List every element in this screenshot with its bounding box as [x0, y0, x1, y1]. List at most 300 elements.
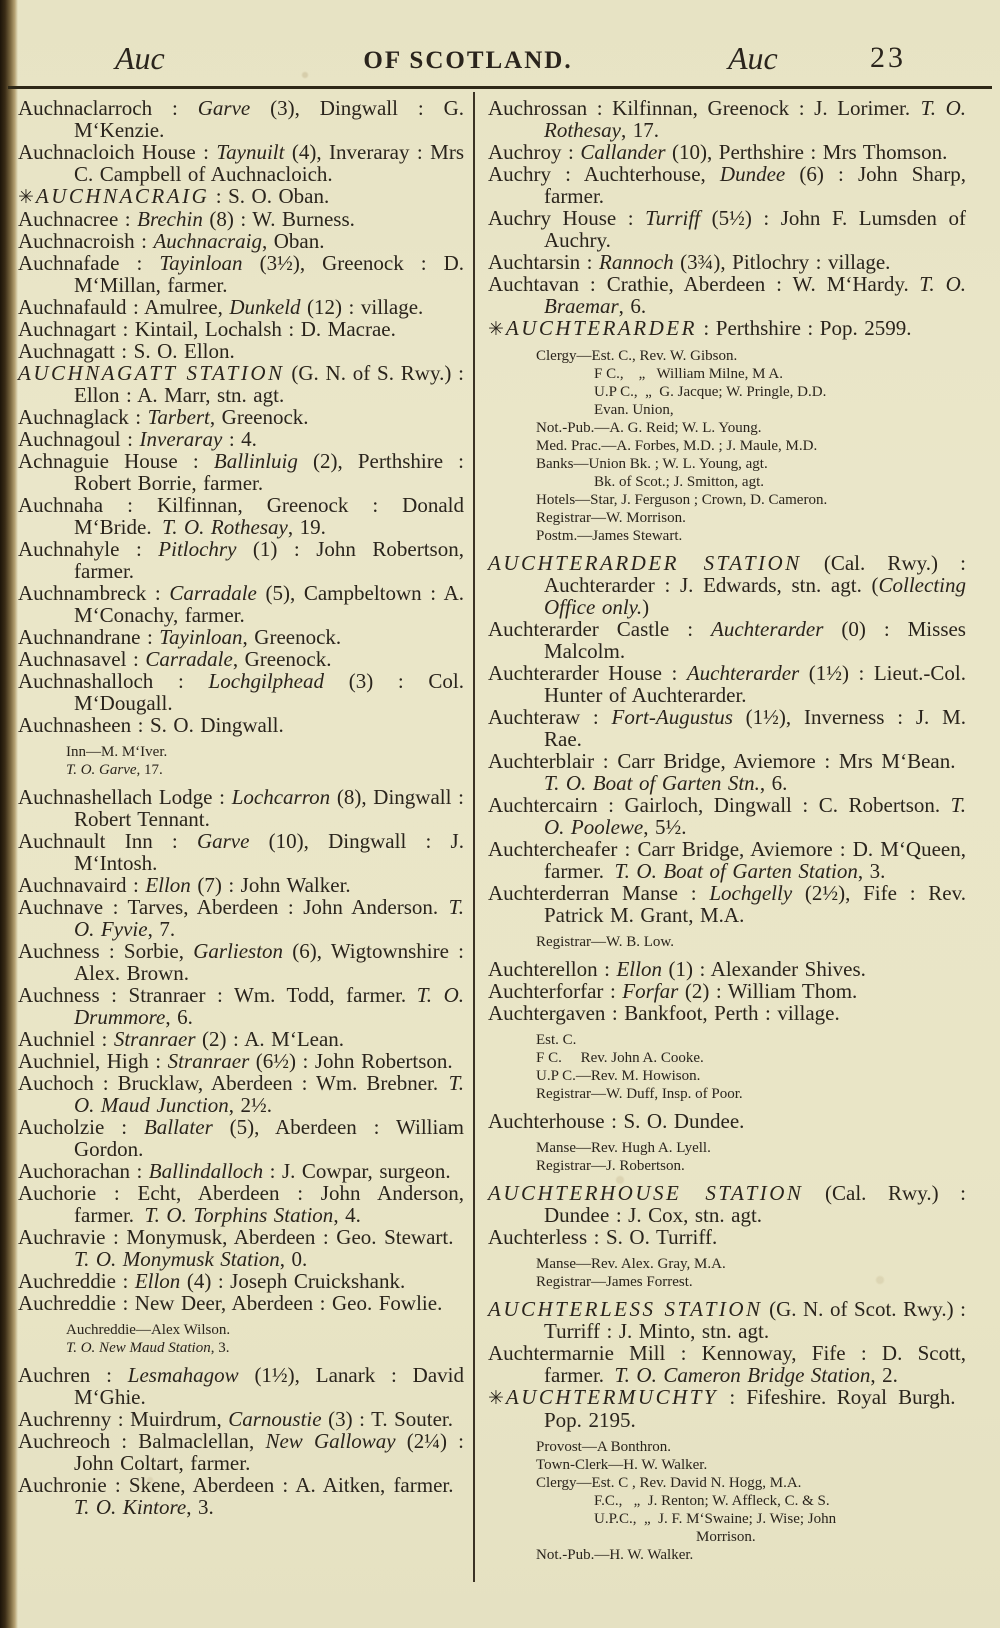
- entry-text: (5), Campbeltown : A. M‘Conachy, farmer.: [74, 581, 464, 627]
- entry-text: , 3.: [210, 1340, 230, 1356]
- entry-text: Auchnashalloch :: [18, 669, 209, 693]
- entry-text: Auchtercairn : Gairloch, Dingwall : C. Robertson.: [488, 793, 951, 817]
- sub-entry-block: [536, 1255, 966, 1291]
- entry-italic-text: Dunkeld: [229, 295, 301, 319]
- entry-text: (5), Aberdeen : William Gordon.: [74, 1115, 464, 1161]
- entry-text: , Greenock.: [242, 625, 342, 649]
- directory-entry: [488, 980, 966, 1002]
- entry-text: Auchnavaird :: [18, 873, 146, 897]
- entry-italic-text: Carnoustie: [228, 1407, 322, 1431]
- entry-text: Auchrenny : Muirdrum,: [18, 1407, 229, 1431]
- sub-entry-line: [536, 1273, 966, 1291]
- entry-text: (3) : T. Souter.: [321, 1407, 454, 1431]
- sub-entry-line: [66, 1321, 464, 1339]
- sub-entry-block: [536, 933, 966, 951]
- entry-italic-text: T. O. Boat of Garten Station: [614, 859, 858, 883]
- entry-text: Registrar—James Forrest.: [536, 1274, 693, 1290]
- entry-text: , 17.: [620, 118, 659, 142]
- entry-text: Morrison.: [696, 1529, 756, 1545]
- directory-entry: [18, 296, 464, 318]
- sub-entry-block: [66, 743, 464, 779]
- catchword-right: Auc: [728, 40, 778, 76]
- entry-text: Auchren :: [18, 1363, 128, 1387]
- directory-entry: [488, 750, 966, 794]
- entry-text: , 5½.: [643, 815, 687, 839]
- sub-entry-line: [594, 383, 966, 401]
- entry-italic-text: T. O. Torphins Station: [144, 1203, 334, 1227]
- entry-text: Auchry : Auchterhouse,: [488, 162, 720, 186]
- directory-entry: [18, 626, 464, 648]
- directory-entry: [18, 252, 464, 296]
- directory-entry: [488, 1386, 966, 1431]
- directory-entry: [18, 1160, 464, 1182]
- entry-text: (7) : John Walker.: [190, 873, 351, 897]
- entry-italic-text: Ballater: [143, 1115, 213, 1139]
- directory-entry: [18, 1430, 464, 1474]
- sub-entry-line: [594, 1510, 966, 1528]
- entry-text: (4), Inveraray : Mrs C. Campbell of Auchnacloich.: [74, 140, 464, 186]
- directory-entry: [18, 830, 464, 874]
- sub-entry-line: [536, 1456, 966, 1474]
- entry-italic-text: Lesmahagow: [127, 1363, 239, 1387]
- entry-text: Auchniel, High :: [18, 1049, 168, 1073]
- entry-text: Auchnacloich House :: [18, 140, 217, 164]
- entry-text: Bk. of Scot.; J. Smitton, agt.: [594, 474, 765, 490]
- entry-text: Provost—A Bonthron.: [536, 1439, 672, 1455]
- entry-text: : 4.: [222, 427, 257, 451]
- entry-text: Auchnandrane :: [18, 625, 160, 649]
- entry-text: Auchnafauld : Amulree,: [18, 295, 230, 319]
- entry-italic-text: Taynuilt: [216, 140, 285, 164]
- page-title: OF SCOTLAND.: [363, 47, 573, 74]
- directory-entry: [488, 163, 966, 207]
- entry-text: Auchroy :: [488, 140, 581, 164]
- directory-entry: [488, 317, 966, 340]
- entry-heading-text: AUCHTERARDER: [505, 316, 697, 340]
- sub-entry-block: [536, 1031, 966, 1103]
- entry-text: Auchteraw :: [488, 705, 612, 729]
- entry-text: (6), Wigtownshire : Alex. Brown.: [74, 939, 464, 985]
- directory-entry: [488, 273, 966, 317]
- entry-text: Auchnagoul :: [18, 427, 140, 451]
- entry-text: Auchtergaven : Bankfoot, Perth : village.: [488, 1001, 840, 1025]
- directory-entry: [488, 1110, 966, 1132]
- directory-entry: [18, 1050, 464, 1072]
- entry-text: (2½), Fife : Rev. Patrick M. Grant, M.A.: [544, 881, 966, 927]
- entry-italic-text: Lochcarron: [231, 785, 331, 809]
- entry-text: Auchtavan : Crathie, Aberdeen : W. M‘Hardy.: [488, 272, 920, 296]
- entry-text: U.P C.—Rev. M. Howison.: [536, 1068, 701, 1084]
- entry-text: Town-Clerk—H. W. Walker.: [536, 1457, 708, 1473]
- entry-italic-text: Ellon: [134, 1269, 181, 1293]
- entry-italic-text: Ballindalloch: [148, 1159, 264, 1183]
- sub-entry-line: [536, 1049, 966, 1067]
- entry-text: F C. Rev. John A. Cooke.: [536, 1050, 704, 1066]
- entry-text: Auchnahyle :: [18, 537, 159, 561]
- entry-text: (2) : William Thom.: [678, 979, 858, 1003]
- directory-entry: [488, 958, 966, 980]
- entry-italic-text: T. O. Monymusk Station: [74, 1247, 280, 1271]
- sub-entry-line: [536, 1085, 966, 1103]
- directory-entry: [18, 714, 464, 736]
- sub-entry-line: [594, 1492, 966, 1510]
- entry-italic-text: T. O. Poolewe: [544, 793, 966, 839]
- directory-entry: [488, 1182, 966, 1226]
- entry-text: Auchry House :: [488, 206, 646, 230]
- entry-text: , 2½.: [228, 1093, 273, 1117]
- entry-text: Auchterderran Manse :: [488, 881, 710, 905]
- page-number: 23: [870, 41, 906, 74]
- directory-entry: [488, 1342, 966, 1386]
- entry-text: , 2.: [870, 1363, 898, 1387]
- directory-entry: [488, 794, 966, 838]
- directory-entry: [18, 1182, 464, 1226]
- entry-text: Auchniel :: [18, 1027, 114, 1051]
- entry-text: , 0.: [279, 1247, 308, 1271]
- sub-entry-block: [536, 1438, 966, 1564]
- entry-text: (3¾), Pitlochry : village.: [673, 250, 891, 274]
- entry-text: (1½) : Lieut.-Col. Hunter of Auchterarder.: [544, 661, 966, 707]
- entry-text: Auchorie : Echt, Aberdeen : John Anderson, farmer.: [18, 1181, 464, 1227]
- entry-text: , 6.: [618, 294, 647, 318]
- entry-italic-text: Carradale: [169, 581, 257, 605]
- directory-entry: [18, 185, 464, 208]
- entry-text: F.C., „ J. Renton; W. Affleck, C. & S.: [594, 1493, 830, 1509]
- column-left: [18, 97, 464, 1518]
- directory-entry: [488, 1226, 966, 1248]
- entry-italic-text: Stranraer: [113, 1027, 196, 1051]
- sub-entry-line: [66, 1339, 464, 1357]
- entry-text: Auchnagart : Kintail, Lochalsh : D. Macrae.: [18, 317, 396, 341]
- entry-text: Auchreoch : Balmaclellan,: [18, 1429, 266, 1453]
- entry-italic-text: Ellon: [145, 873, 191, 897]
- entry-text: Evan. Union,: [594, 402, 674, 418]
- entry-italic-text: Ballinluig: [213, 449, 298, 473]
- entry-text: Auchreddie :: [18, 1269, 135, 1293]
- sub-entry-line: [536, 1546, 966, 1564]
- entry-text: (8) : W. Burness.: [202, 207, 355, 231]
- entry-text: Auchtermarnie Mill : Kennoway, Fife : D. Scott, farmer.: [488, 1341, 966, 1387]
- directory-entry: [488, 1002, 966, 1024]
- entry-text: , Greenock.: [232, 647, 332, 671]
- entry-italic-text: T. O. New Maud Station: [66, 1340, 211, 1356]
- entry-text: (0) : Misses Malcolm.: [544, 617, 966, 663]
- entry-italic-text: Tayinloan: [159, 625, 243, 649]
- entry-text: , 4.: [333, 1203, 361, 1227]
- entry-text: Auchnasavel :: [18, 647, 146, 671]
- entry-heading-text: AUCHNACRAIG: [35, 184, 210, 208]
- directory-entry: [488, 882, 966, 926]
- entry-italic-text: Forfar: [622, 979, 679, 1003]
- directory-entry: [18, 1072, 464, 1116]
- directory-entry: [488, 97, 966, 141]
- entry-text: (1½), Lanark : David M‘Ghie.: [74, 1363, 464, 1409]
- directory-entry: [18, 1364, 464, 1408]
- entry-text: Registrar—J. Robertson.: [536, 1158, 685, 1174]
- directory-entry: [488, 1298, 966, 1342]
- entry-text: (Cal. Rwy.) : Dundee : J. Cox, stn. agt.: [544, 1181, 966, 1227]
- sub-entry-line: [66, 761, 464, 779]
- entry-text: (5½) : John F. Lumsden of Auchry.: [544, 206, 966, 252]
- entry-italic-text: Ellon: [616, 957, 662, 981]
- header-rule: [8, 86, 992, 89]
- sub-entry-line: [536, 1438, 966, 1456]
- sub-entry-line: [536, 933, 966, 951]
- directory-entry: [18, 1408, 464, 1430]
- directory-entry: [488, 141, 966, 163]
- entry-text: Auchterblair : Carr Bridge, Aviemore : Mrs M‘Bean.: [488, 749, 966, 773]
- entry-text: , Oban.: [261, 229, 325, 253]
- directory-entry: [18, 984, 464, 1028]
- directory-entry: [18, 648, 464, 670]
- entry-text: , 3.: [186, 1495, 214, 1519]
- entry-text: (2) : A. M‘Lean.: [195, 1027, 345, 1051]
- entry-italic-text: Auchterarder: [686, 661, 800, 685]
- entry-text: (3½), Greenock : D. M‘Millan, farmer.: [74, 251, 464, 297]
- sub-entry-line: [696, 1528, 966, 1546]
- entry-text: , 17.: [136, 762, 163, 778]
- directory-entry: [18, 874, 464, 896]
- entry-text: Auchterless : S. O. Turriff.: [488, 1225, 718, 1249]
- entry-text: (6) : John Sharp, farmer.: [544, 162, 966, 208]
- entry-text: Auchronie : Skene, Aberdeen : A. Aitken, farmer.: [18, 1473, 464, 1497]
- entry-text: Auchnaclarroch :: [18, 96, 198, 120]
- directory-entry: [18, 1292, 464, 1314]
- entry-text: , 6.: [759, 771, 788, 795]
- entry-heading-text: AUCHTERHOUSE STATION: [488, 1181, 804, 1205]
- entry-italic-text: Tarbert: [147, 405, 210, 429]
- directory-entry: [488, 838, 966, 882]
- directory-entry: [18, 538, 464, 582]
- entry-text: (1) : Alexander Shives.: [661, 957, 866, 981]
- entry-italic-text: Garlieston: [193, 939, 284, 963]
- directory-entry: [18, 582, 464, 626]
- entry-text: Auchreddie—Alex Wilson.: [66, 1322, 231, 1338]
- sub-entry-line: [536, 437, 966, 455]
- entry-text: Auchnambreck :: [18, 581, 170, 605]
- sub-entry-line: [536, 1031, 966, 1049]
- entry-text: Inn—M. M‘Iver.: [66, 744, 168, 760]
- entry-italic-text: T. O. Garve: [66, 762, 137, 778]
- entry-italic-text: Brechin: [137, 207, 203, 231]
- entry-italic-text: T. O. Drummore: [74, 983, 464, 1029]
- entry-text: Auchterhouse : S. O. Dundee.: [488, 1109, 745, 1133]
- entry-italic-text: Auchnacraig: [153, 229, 262, 253]
- sub-entry-line: [536, 347, 966, 365]
- entry-text: Auchness : Sorbie,: [18, 939, 194, 963]
- entry-text: (10), Perthshire : Mrs Thomson.: [665, 140, 948, 164]
- entry-italic-text: Rannoch: [599, 250, 674, 274]
- directory-entry: [18, 1226, 464, 1270]
- directory-entry: [18, 230, 464, 252]
- directory-entry: [18, 786, 464, 830]
- directory-entry: [18, 1270, 464, 1292]
- entry-text: : J. Cowpar, surgeon.: [263, 1159, 451, 1183]
- entry-text: Clergy—Est. C , Rev. David N. Hogg, M.A.: [536, 1475, 802, 1491]
- directory-entry: [18, 318, 464, 340]
- entry-text: (6½) : John Robertson.: [249, 1049, 453, 1073]
- column-divider: [473, 92, 475, 1582]
- directory-entry: [488, 207, 966, 251]
- entry-italic-text: T. O. Braemar: [544, 272, 967, 318]
- entry-heading-text: AUCHTERLESS STATION: [488, 1297, 763, 1321]
- directory-entry: [18, 362, 464, 406]
- entry-italic-text: T. O. Boat of Garten Stn.: [544, 771, 760, 795]
- entry-text: (12) : village.: [300, 295, 424, 319]
- sub-entry-line: [66, 743, 464, 761]
- directory-entry: [18, 340, 464, 362]
- sub-entry-block: [66, 1321, 464, 1357]
- entry-text: U.P C., „ G. Jacque; W. Pringle, D.D.: [594, 384, 827, 400]
- sub-entry-line: [536, 1255, 966, 1273]
- directory-entry: [18, 896, 464, 940]
- entry-text: Auchnacree :: [18, 207, 138, 231]
- entry-text: , 7.: [147, 917, 176, 941]
- sub-entry-line: [594, 401, 966, 419]
- entry-italic-text: Garve: [196, 829, 250, 853]
- entry-text: , Greenock.: [209, 405, 309, 429]
- entry-text: : Fifeshire. Royal Burgh. Pop. 2195.: [544, 1385, 966, 1432]
- entry-italic-text: Tayinloan: [159, 251, 243, 275]
- star-icon: ✳: [18, 186, 34, 208]
- entry-italic-text: New Galloway: [265, 1429, 396, 1453]
- sub-entry-block: [536, 1139, 966, 1175]
- sub-entry-line: [594, 473, 966, 491]
- entry-text: , 3.: [857, 859, 886, 883]
- entry-text: Registrar—W. B. Low.: [536, 934, 675, 950]
- entry-text: Auchtercheafer : Carr Bridge, Aviemore : D. M‘Queen, farmer.: [488, 837, 966, 883]
- entry-text: (2), Perthshire : Robert Borrie, farmer.: [74, 449, 464, 495]
- entry-text: Auchness : Stranraer : Wm. Todd, farmer.: [18, 983, 417, 1007]
- directory-entry: [18, 494, 464, 538]
- entry-italic-text: T. O. Fyvie: [74, 895, 464, 941]
- directory-entry: [488, 706, 966, 750]
- entry-text: Auchnasheen : S. O. Dingwall.: [18, 713, 284, 737]
- entry-text: Auchterforfar :: [488, 979, 623, 1003]
- entry-text: Clergy—Est. C., Rev. W. Gibson.: [536, 348, 738, 364]
- entry-text: Auchnave : Tarves, Aberdeen : John Anderson.: [18, 895, 449, 919]
- directory-entry: [488, 251, 966, 273]
- sub-entry-line: [536, 1067, 966, 1085]
- directory-entry: [488, 662, 966, 706]
- sub-entry-line: [536, 1139, 966, 1157]
- entry-text: Not.-Pub.—A. G. Reid; W. L. Young.: [536, 420, 762, 436]
- entry-italic-text: Carradale: [145, 647, 233, 671]
- entry-text: Auchnagatt : S. O. Ellon.: [18, 339, 235, 363]
- entry-italic-text: T. O. Kintore: [74, 1495, 187, 1519]
- entry-text: (10), Dingwall : J. M‘Intosh.: [74, 829, 464, 875]
- entry-text: Auchnaglack :: [18, 405, 148, 429]
- entry-italic-text: T. O. Rothesay: [544, 96, 966, 142]
- entry-text: U.P.C., „ J. F. M‘Swaine; J. Wise; John: [594, 1511, 837, 1527]
- entry-text: Aucholzie :: [18, 1115, 144, 1139]
- directory-entry: [18, 1474, 464, 1518]
- sub-entry-line: [536, 419, 966, 437]
- entry-italic-text: Lochgelly: [709, 881, 793, 905]
- entry-heading-text: AUCHNAGATT STATION: [18, 361, 285, 385]
- entry-text: Auchterellon :: [488, 957, 617, 981]
- entry-italic-text: Callander: [580, 140, 666, 164]
- entry-text: : Perthshire : Pop. 2599.: [696, 316, 912, 340]
- entry-text: (1½), Inverness : J. M. Rae.: [544, 705, 966, 751]
- sub-entry-line: [536, 509, 966, 527]
- entry-text: (8), Dingwall : Robert Tennant.: [74, 785, 464, 831]
- directory-entry: [18, 428, 464, 450]
- entry-text: Auchorachan :: [18, 1159, 149, 1183]
- sub-entry-line: [536, 491, 966, 509]
- entry-text: Postm.—James Stewart.: [536, 528, 683, 544]
- catchword-left: Auc: [115, 40, 165, 76]
- sub-entry-line: [536, 455, 966, 473]
- star-icon: ✳: [488, 1387, 504, 1409]
- entry-text: Auchnashellach Lodge :: [18, 785, 232, 809]
- entry-text: Auchnacroish :: [18, 229, 154, 253]
- book-binding-edge: [0, 0, 18, 1628]
- sub-entry-line: [594, 365, 966, 383]
- entry-heading-text: AUCHTERARDER STATION: [488, 551, 802, 575]
- entry-text: Banks—Union Bk. ; W. L. Young, agt.: [536, 456, 768, 472]
- entry-text: Auchnaha : Kilfinnan, Greenock : Donald M‘Bride.: [18, 493, 464, 539]
- entry-text: Auchnafade :: [18, 251, 160, 275]
- entry-text: ): [642, 595, 650, 619]
- entry-italic-text: Inveraray: [139, 427, 223, 451]
- entry-text: (3) : Col. M‘Dougall.: [74, 669, 464, 715]
- entry-italic-text: T. O. Rothesay: [162, 515, 288, 539]
- entry-text: Achnaguie House :: [18, 449, 214, 473]
- sub-entry-line: [536, 1157, 966, 1175]
- directory-entry: [18, 670, 464, 714]
- entry-italic-text: Fort-Augustus: [611, 705, 733, 729]
- star-icon: ✳: [488, 318, 504, 340]
- directory-entry: [18, 940, 464, 984]
- sub-entry-block: [536, 347, 966, 545]
- directory-entry: [488, 552, 966, 618]
- entry-text: Auchravie : Monymusk, Aberdeen : Geo. Stewart.: [18, 1225, 464, 1249]
- entry-text: : S. O. Oban.: [209, 184, 330, 208]
- entry-text: (4) : Joseph Cruickshank.: [180, 1269, 406, 1293]
- entry-italic-text: Collecting Office only.: [544, 573, 966, 619]
- entry-text: Med. Prac.—A. Forbes, M.D. ; J. Maule, M.D.: [536, 438, 818, 454]
- sub-entry-line: [536, 527, 966, 545]
- entry-text: Manse—Rev. Alex. Gray, M.A.: [536, 1256, 726, 1272]
- entry-text: Est. C.: [536, 1032, 577, 1048]
- entry-text: (3), Dingwall : G. M‘Kenzie.: [74, 96, 464, 142]
- entry-text: (Cal. Rwy.) : Auchterarder : J. Edwards, stn. agt. (: [544, 551, 966, 597]
- entry-text: Registrar—W. Morrison.: [536, 510, 686, 526]
- directory-entry: [488, 618, 966, 662]
- directory-entry: [18, 141, 464, 185]
- directory-entry: [18, 450, 464, 494]
- entry-text: (2¼) : John Coltart, farmer.: [74, 1429, 464, 1475]
- entry-text: , 19.: [287, 515, 326, 539]
- entry-text: Not.-Pub.—H. W. Walker.: [536, 1547, 694, 1563]
- column-right: [488, 97, 966, 1571]
- directory-entry: [18, 406, 464, 428]
- directory-entry: [18, 1116, 464, 1160]
- entry-text: Auchrossan : Kilfinnan, Greenock : J. Lorimer.: [488, 96, 921, 120]
- entry-italic-text: Turriff: [645, 206, 701, 230]
- entry-italic-text: Garve: [197, 96, 251, 120]
- directory-entry: [18, 97, 464, 141]
- entry-text: Auchnault Inn :: [18, 829, 197, 853]
- entry-italic-text: Pitlochry: [158, 537, 237, 561]
- entry-text: (1) : John Robertson, farmer.: [74, 537, 464, 583]
- directory-entry: [18, 1028, 464, 1050]
- entry-text: Hotels—Star, J. Ferguson ; Crown, D. Cameron.: [536, 492, 828, 508]
- entry-text: Auchreddie : New Deer, Aberdeen : Geo. Fowlie.: [18, 1291, 443, 1315]
- entry-text: , 6.: [165, 1005, 193, 1029]
- entry-text: Auchtarsin :: [488, 250, 599, 274]
